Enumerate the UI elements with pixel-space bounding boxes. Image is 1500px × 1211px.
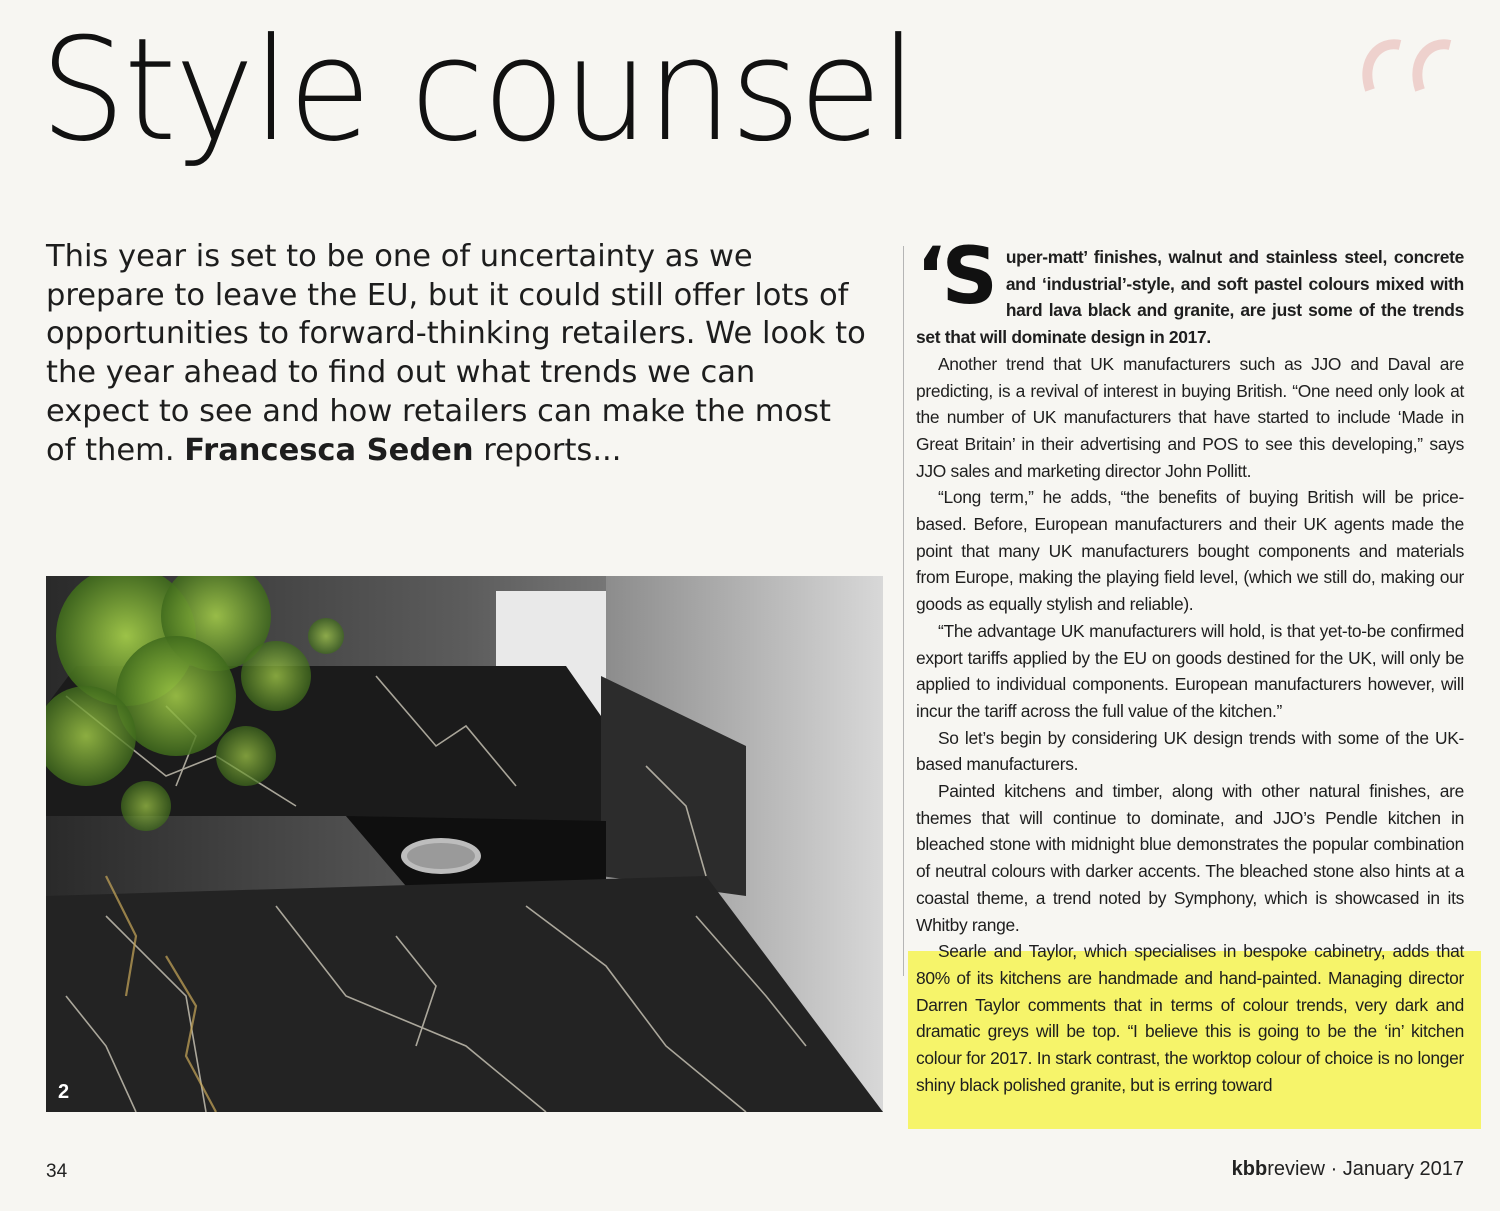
lead-paragraph [916, 232, 1464, 351]
standfirst-reports: reports... [483, 432, 622, 468]
headline: Style counsel [40, 8, 916, 173]
photo-illustration [46, 576, 883, 1112]
drop-cap: ‘S [916, 232, 994, 322]
brand-bold: kbb [1231, 1158, 1268, 1180]
lead-text: uper-matt’ finishes, walnut and stainless steel, concrete and ‘industrial’-style, and soft pastel colours mixed with hard lava black and granite, are just some of the trends set that will dominate design in 2017. [916, 247, 1464, 348]
brand-light: review [1267, 1158, 1325, 1180]
quote-mark-icon [1350, 20, 1470, 110]
page-number: 34 [46, 1161, 68, 1182]
paragraph-1: Another trend that UK manufacturers such as JJO and Daval are predicting, is a revival of interest in buying British. “One need only look at the number of UK manufacturers that have started to include ‘Made in Great Britain’ in their advertising and POS to see this developing,” says JJO sales and marketing director John Pollitt. [916, 353, 1464, 481]
paragraph-6: Searle and Taylor, which specialises in bespoke cabinetry, adds that 80% of its kitchens are handmade and hand-painted. Managing director Darren Taylor comments that in terms of colour trends, very dark and dramatic greys will be top. “I believe this is going to be the ‘in’ kitchen colour for 2017. In stark contrast, the worktop colour of choice is no longer shiny black polished granite, but is erring toward [916, 941, 1464, 1095]
magazine-footer [1232, 1158, 1464, 1181]
kitchen-marble-photo [46, 576, 883, 1112]
standfirst-text: This year is set to be one of uncertainty as we prepare to leave the EU, but it could still offer lots of opportunities to forward-thinking retailers. We look to the year ahead to find out what trends we can expect to see and how retailers can make the most of them. [46, 239, 866, 468]
author-name: Francesca Seden [184, 432, 474, 468]
paragraph-4: So let’s begin by considering UK design trends with some of the UK-based manufacturers. [916, 727, 1464, 775]
paragraph-3: “The advantage UK manufacturers will hold, is that yet-to-be confirmed export tariffs applied by the EU on goods destined for the UK, will only be applied to individual components. European manufacturers however, will incur the tariff across the full value of the kitchen.” [916, 620, 1464, 721]
photo-number: 2 [58, 1081, 70, 1103]
footer-separator: · [1330, 1158, 1338, 1180]
article-body [916, 232, 1464, 1099]
paragraph-5: Painted kitchens and timber, along with other natural finishes, are themes that will continue to dominate, and JJO’s Pendle kitchen in bleached stone with midnight blue demonstrates the popular combination of neutral colours with darker accents. The bleached stone also hints at a coastal theme, a trend noted by Symphony, which is showcased in its Whitby range. [916, 781, 1464, 935]
column-rule [903, 246, 904, 976]
standfirst [46, 238, 866, 470]
paragraph-2: “Long term,” he adds, “the benefits of buying British will be price-based. Before, European manufacturers and their UK agents made the point that many UK manufacturers bought components and materials from Europe, making the playing field level, (which we still do, making our goods as equally stylish and reliable). [916, 487, 1464, 615]
issue-date: January 2017 [1342, 1158, 1464, 1180]
